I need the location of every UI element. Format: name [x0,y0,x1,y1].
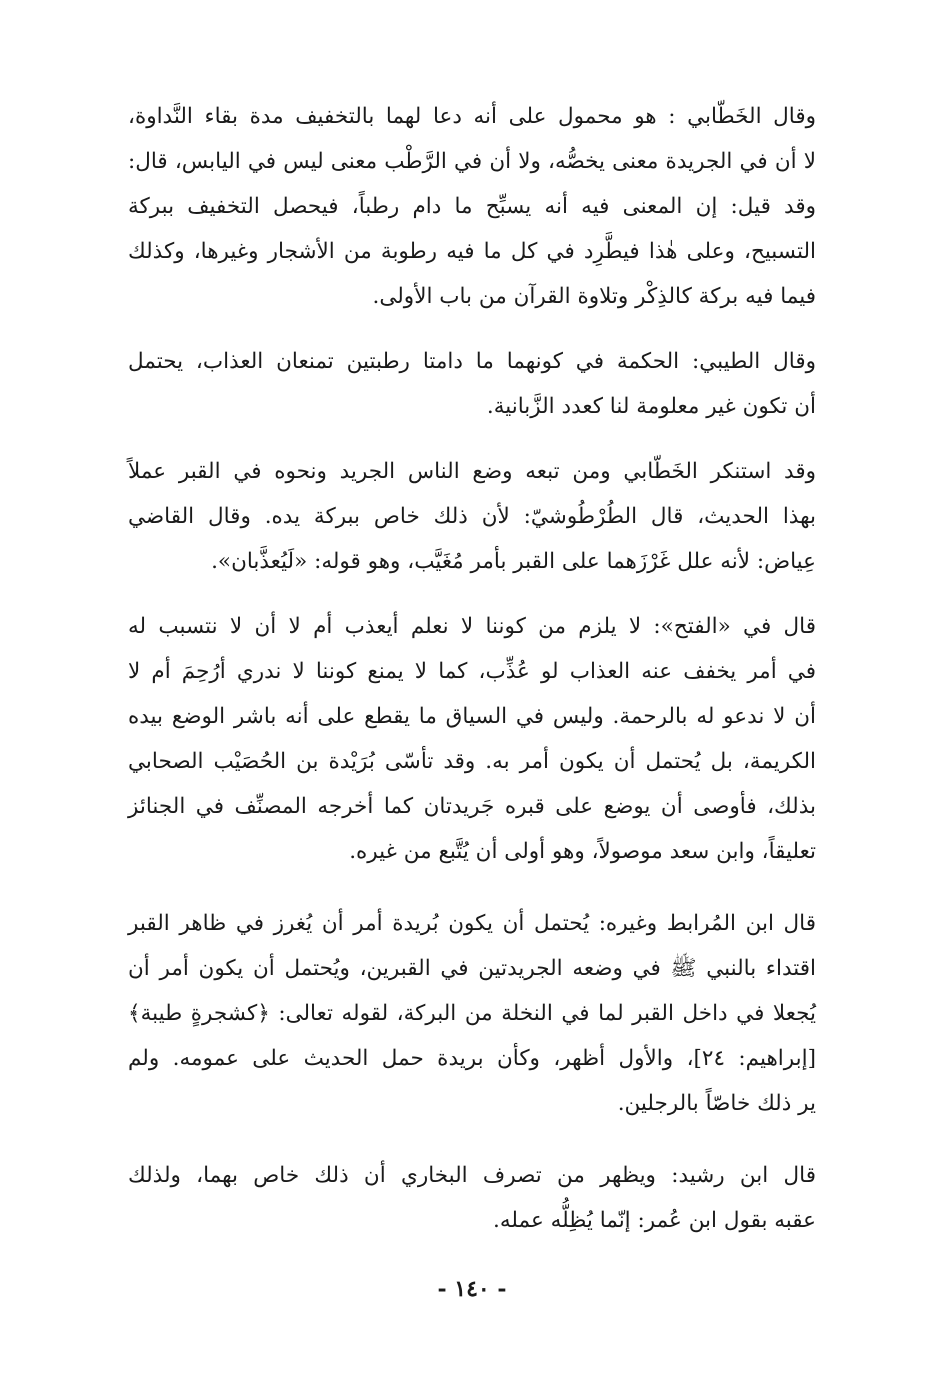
text-line: ير ذلك خاصّاً بالرجلين. [617,1091,816,1116]
paragraph-fath [128,604,816,874]
text-line: قال ابن رشيد: ويظهر من تصرف البخاري أن ذلك خاص بهما، ولذلك [128,1163,816,1188]
paragraph-ibn-murabit [128,901,816,1126]
text-line: أن لا ندعو له بالرحمة. وليس في السياق ما يقطع على أنه باشر الوضع بيده [128,704,816,729]
page-number: - ١٤٠ - [437,1276,507,1302]
text-line: وقد استنكر الخَطّابي ومن تبعه وضع الناس الجريد ونحوه في القبر عملاً [128,459,816,484]
text-line: قال ابن المُرابط وغيره: يُحتمل أن يكون بُريدة أمر أن يُغرز في ظاهر القبر [128,911,816,936]
text-line: قال في «الفتح»: لا يلزم من كوننا لا نعلم أيعذب أم لا أن لا نتسبب له [128,614,816,639]
text-line: تعليقاً، وابن سعد موصولاً، وهو أولى أن يُتَّبع من غيره. [349,839,816,864]
text-line: بذلك، فأوصى أن يوضع على قبره جَريدتان كما أخرجه المصنِّف في الجنائز [128,794,816,819]
text-line: أن تكون غير معلومة لنا كعدد الزَّبانية. [486,394,816,419]
text-line: وقال الخَطّابي : هو محمول على أنه دعا لهما بالتخفيف مدة بقاء النَّداوة، [128,104,816,129]
text-line: عِياض: لأنه علل غَرْزَهما على القبر بأمر مُغَيَّب، وهو قوله: «لَيُعذَّبان». [211,549,816,574]
text-line: في أمر يخفف عنه العذاب لو عُذِّب، كما لا يمنع كوننا لا ندري أرُحِمَ أم لا [128,659,816,684]
paragraph-tibi [128,339,816,429]
text-line: يُجعلا في داخل القبر لما في النخلة من البركة، لقوله تعالى: ﴿كشجرةٍ طيبة﴾ [128,1001,816,1026]
paragraph-istinkar [128,449,816,584]
page-body [128,94,816,1243]
text-line: وقد قيل: إن المعنى فيه أنه يسبِّح ما دام رطباً، فيحصل التخفيف ببركة [128,194,816,219]
text-line: التسبيح، وعلى هٰذا فيطَّرِد في كل ما فيه رطوبة من الأشجار وغيرها، وكذلك [128,239,816,264]
text-line: فيما فيه بركة كالذِكْر وتلاوة القرآن من باب الأولى. [372,284,816,309]
paragraph-ibn-rushayd [128,1153,816,1243]
text-line: [إبراهيم: ٢٤]، والأول أظهر، وكأن بريدة حمل الحديث على عمومه. ولم [128,1046,816,1071]
text-line: بهذا الحديث، قال الطُرْطُوشيّ: لأن ذلك خاص ببركة يده. وقال القاضي [128,504,816,529]
paragraph-khattabi [128,94,816,319]
text-line: الكريمة، بل يُحتمل أن يكون أمر به. وقد تأسّى بُرَيْدة بن الحُصَيْب الصحابي [128,749,816,774]
text-line: عقبه بقول ابن عُمر: إنّما يُظِلُّه عمله. [493,1208,816,1233]
text-line: اقتداء بالنبي ﷺ في وضعه الجريدتين في القبرين، ويُحتمل أن يكون أمر أن [128,956,816,981]
text-line: لا أن في الجريدة معنى يخصُّه، ولا أن في الرَّطْب معنى ليس في اليابس، قال: [128,149,816,174]
text-line: وقال الطيبي: الحكمة في كونهما ما دامتا رطبتين تمنعان العذاب، يحتمل [128,349,816,374]
